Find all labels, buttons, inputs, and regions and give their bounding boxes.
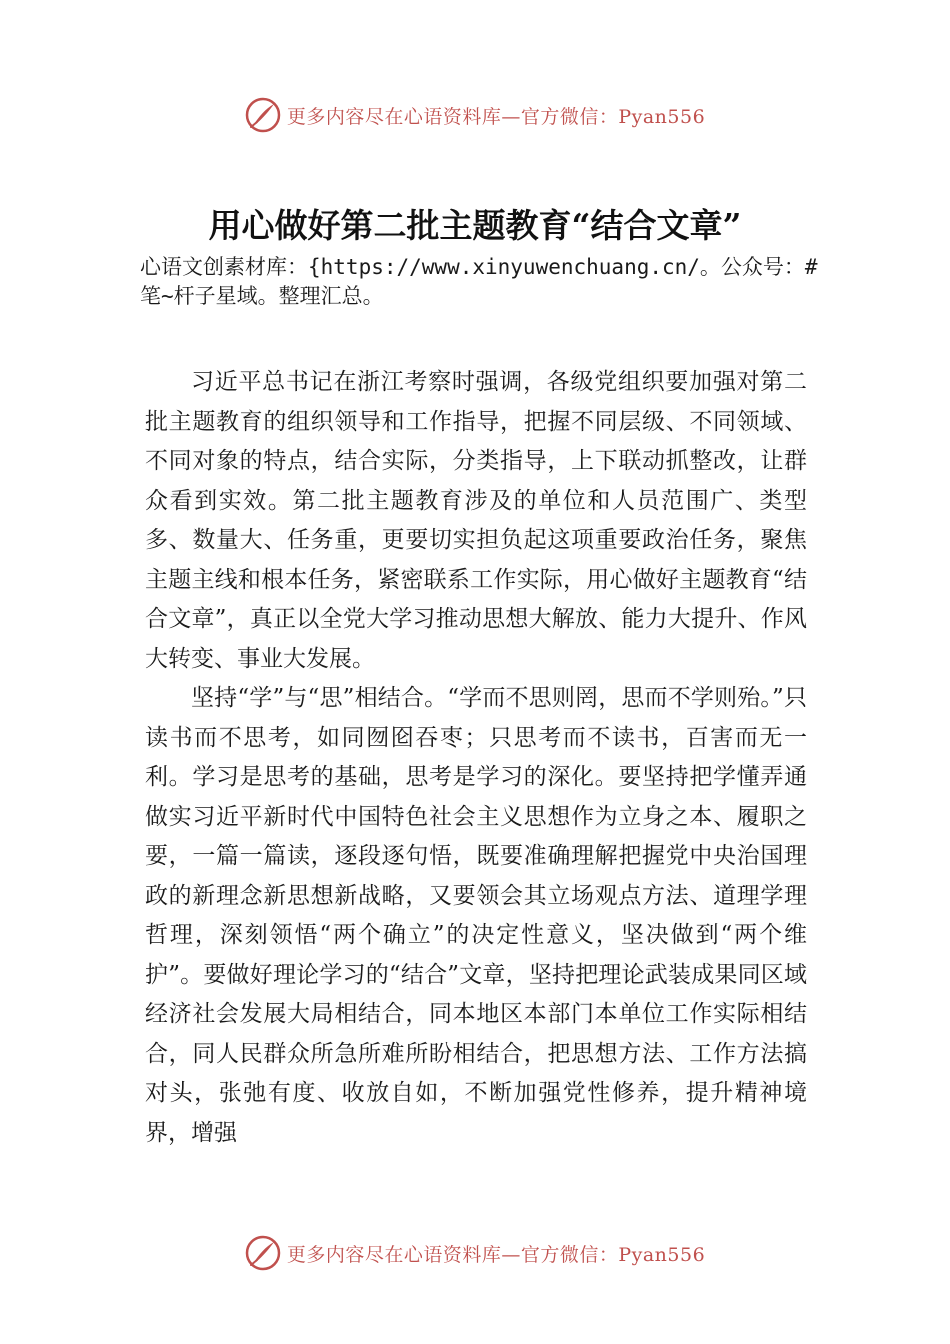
banner-text: 更多内容尽在心语资料库—官方微信：Pyan556 [286,105,706,128]
banner-text: 更多内容尽在心语资料库—官方微信：Pyan556 [286,1243,706,1266]
body-paragraph: 坚持“学”与“思”相结合。“学而不思则罔，思而不学则殆。”只读书而不思考，如同囫囵吞枣；只思考而不读书，百害而无一利。学习是思考的基础，思考是学习的深化。要坚持把学懂弄通做实习近平新时代中国特色社会主义思想作为立身之本、履职之要，一篇一篇读，逐段逐句悟，既要准确理解把握党中央治国理政的新理念新思想新战略，又要领会其立场观点方法、道理学理哲理，深刻领悟“两个确立”的决定性意义，坚决做到“两个维护”。要做好理论学习的“结合”文章，坚持把理论武装成果同区域经济社会发展大局相结合，同本地区本部门本单位工作实际相结合，同人民群众所急所难所盼相结合，把思想方法、工作方法搞对头，张弛有度、收放自如，不断加强党性修养，提升精神境界，增强 [145,685,807,1146]
header-banner [0,95,950,135]
document-title: 用心做好第二批主题教育“结合文章” [208,206,742,245]
body-paragraph: 习近平总书记在浙江考察时强调，各级党组织要加强对第二批主题教育的组织领导和工作指导，把握不同层级、不同领域、不同对象的特点，结合实际，分类指导，上下联动抓整改，让群众看到实效。第二批主题教育涉及的单位和人员范围广、类型多、数量大、任务重，更要切实担负起这项重要政治任务，聚焦主题主线和根本任务，紧密联系工作实际，用心做好主题教育“结合文章”，真正以全党大学习推动思想大解放、能力大提升、作风大转变、事业大发展。 [145,369,807,672]
document-body [145,363,807,1153]
quill-pen-logo-icon [245,1235,281,1271]
footer-banner [0,1233,950,1273]
quill-pen-logo-icon [245,97,281,133]
source-note: 心语文创素材库：{https://www.xinyuwenchuang.cn/。公众号：#笔~杆子星域。整理汇总。 [140,255,818,308]
